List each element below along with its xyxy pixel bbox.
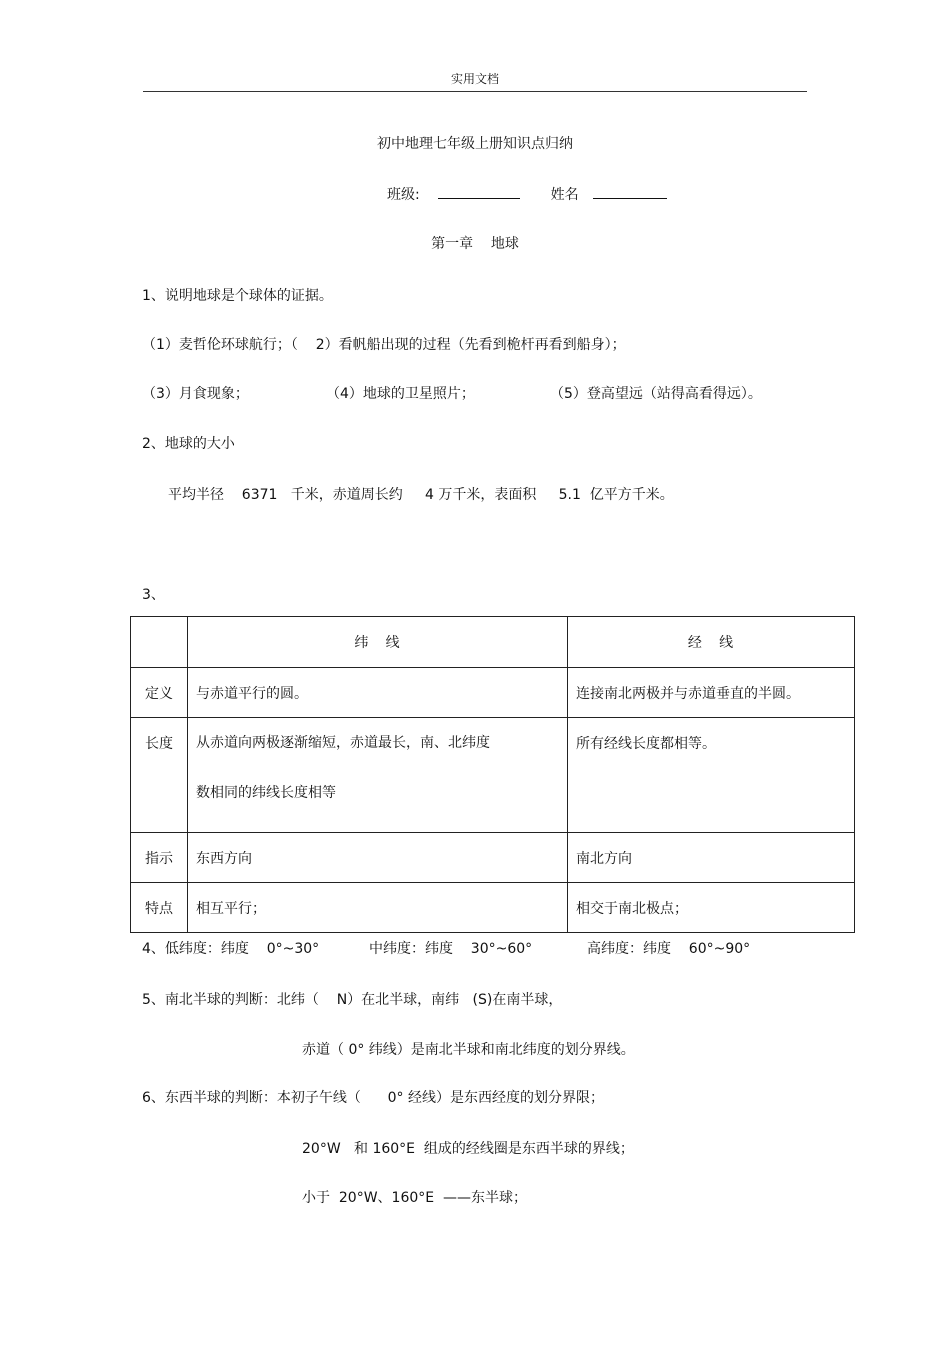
longitude-feature: 相交于南北极点；	[568, 883, 855, 933]
page-header: 实用文档	[450, 72, 499, 86]
class-label: 班级:	[387, 187, 420, 203]
q5-line2: 赤道（ 0° 纬线）是南北半球和南北纬度的划分界线。	[302, 1042, 635, 1058]
q2-title: 2、地球的大小	[142, 436, 235, 452]
q3-title: 3、	[142, 587, 165, 603]
q6-line2: 20°W 和 160°E 组成的经线圈是东西半球的界线；	[302, 1141, 634, 1157]
latitude-feature: 相互平行；	[188, 883, 568, 933]
q1-evidence-5: （5）登高望远（站得高看得远）。	[550, 386, 762, 402]
longitude-definition: 连接南北两极并与赤道垂直的半圆。	[568, 668, 855, 718]
q2-earth-size: 平均半径 6371 千米，赤道周长约 4 万千米，表面积 5.1 亿平方千米。	[168, 487, 674, 503]
latitude-longitude-table	[130, 616, 855, 933]
class-name-line	[387, 184, 667, 204]
q1-evidence-line1: （1）麦哲伦环球航行；（ 2）看帆船出现的过程（先看到桅杆再看到船身）；	[142, 337, 626, 353]
table-header-longitude: 经 线	[568, 617, 855, 668]
longitude-direction: 南北方向	[568, 833, 855, 883]
table-header-blank	[131, 617, 188, 668]
header-divider	[143, 91, 807, 92]
latitude-length-line2: 数相同的纬线长度相等	[196, 785, 336, 801]
name-label: 姓名	[550, 187, 579, 203]
row-label-feature: 特点	[131, 883, 188, 933]
name-blank	[593, 184, 667, 199]
row-label-definition: 定义	[131, 668, 188, 718]
q6-line1: 6、东西半球的判断：本初子午线（ 0° 经线）是东西经度的划分界限；	[142, 1090, 604, 1106]
latitude-length	[188, 718, 568, 833]
latitude-definition: 与赤道平行的圆。	[188, 668, 568, 718]
document-title: 初中地理七年级上册知识点归纳	[377, 136, 573, 152]
row-label-length: 长度	[131, 718, 188, 833]
longitude-length: 所有经线长度都相等。	[568, 718, 855, 833]
q5-line1: 5、南北半球的判断：北纬（ N）在北半球，南纬 (S)在南半球，	[142, 992, 563, 1008]
table-row	[131, 883, 855, 933]
q4-mid-latitude: 中纬度：纬度 30°~60°	[369, 941, 533, 957]
latitude-length-line1: 从赤道向两极逐渐缩短，赤道最长，南、北纬度	[196, 735, 490, 751]
q4-high-latitude: 高纬度：纬度 60°~90°	[587, 941, 751, 957]
q1-title: 1、说明地球是个球体的证据。	[142, 288, 333, 304]
q1-evidence-4: （4）地球的卫星照片；	[326, 386, 475, 402]
row-label-direction: 指示	[131, 833, 188, 883]
chapter-heading: 第一章 地球	[431, 236, 519, 252]
q1-evidence-3: （3）月食现象；	[142, 386, 249, 402]
q6-line3: 小于 20°W、160°E ——东半球；	[302, 1190, 528, 1206]
class-blank	[438, 184, 520, 199]
table-row	[131, 833, 855, 883]
table-header-latitude: 纬 线	[188, 617, 568, 668]
table-row	[131, 718, 855, 833]
table-header-row	[131, 617, 855, 668]
q4-low-latitude: 4、低纬度：纬度 0°~30°	[142, 941, 320, 957]
table-row	[131, 668, 855, 718]
latitude-direction: 东西方向	[188, 833, 568, 883]
